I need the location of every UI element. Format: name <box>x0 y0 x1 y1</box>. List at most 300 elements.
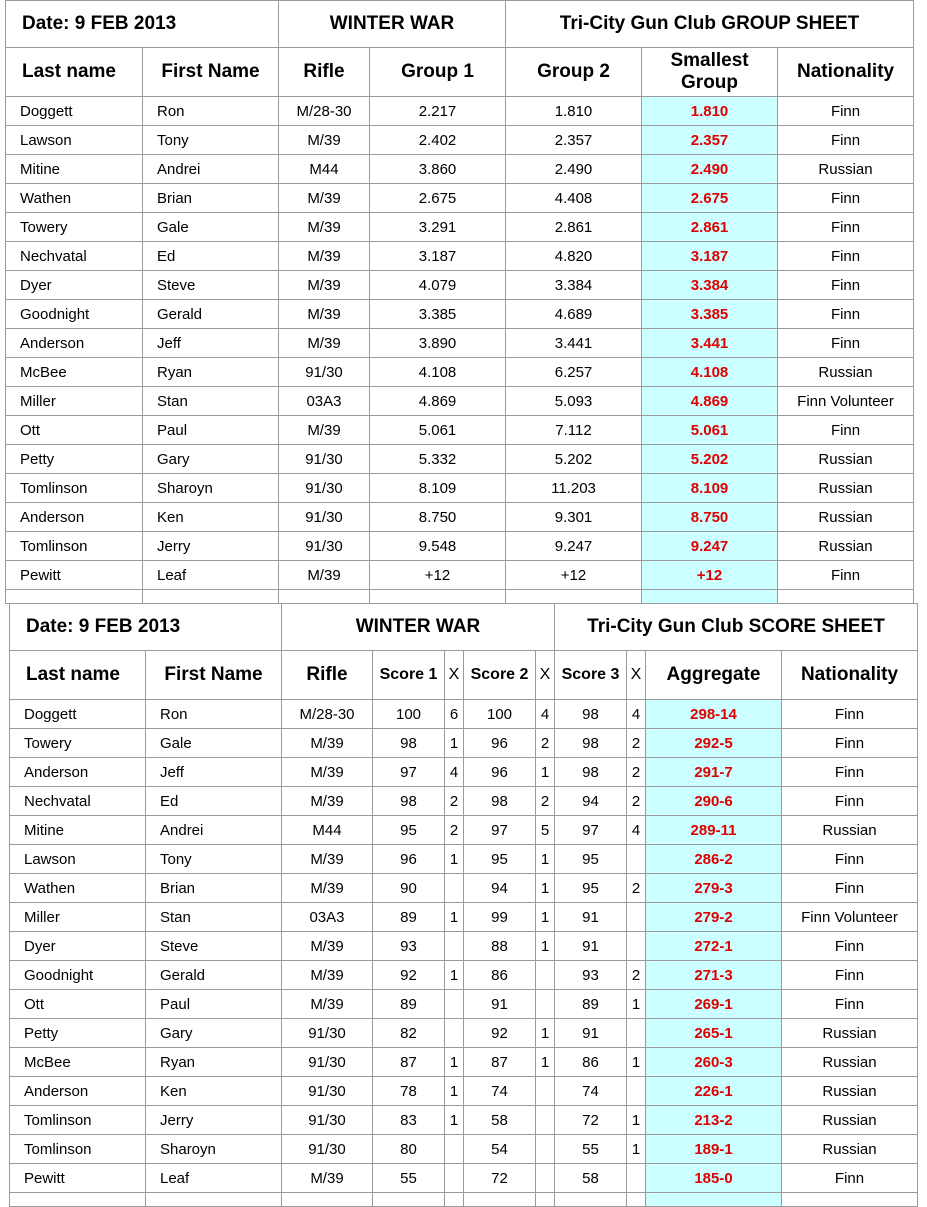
highlight-cell: 2.861 <box>642 213 778 242</box>
table-cell: Gerald <box>143 300 279 329</box>
column-header: Aggregate <box>646 651 782 700</box>
highlight-cell: +12 <box>642 561 778 590</box>
table-cell: 98 <box>555 729 627 758</box>
table-cell: Finn <box>782 932 918 961</box>
table-cell: 90 <box>373 874 445 903</box>
table-cell: Finn Volunteer <box>778 387 914 416</box>
table-cell: 82 <box>373 1019 445 1048</box>
table-cell: 74 <box>555 1077 627 1106</box>
table-cell: Andrei <box>146 816 282 845</box>
table-cell: Jerry <box>146 1106 282 1135</box>
highlight-cell: 3.441 <box>642 329 778 358</box>
table-cell: 3.187 <box>370 242 506 271</box>
table-cell: Finn <box>778 416 914 445</box>
table-cell: Lawson <box>6 126 143 155</box>
column-header: First Name <box>146 651 282 700</box>
table-cell: Steve <box>143 271 279 300</box>
highlight-cell: 2.675 <box>642 184 778 213</box>
table-cell: 83 <box>373 1106 445 1135</box>
table-cell: 1 <box>627 1135 646 1164</box>
table-cell <box>627 1077 646 1106</box>
highlight-cell: 260-3 <box>646 1048 782 1077</box>
table-cell: 88 <box>464 932 536 961</box>
table-cell: 89 <box>555 990 627 1019</box>
column-header: X <box>536 651 555 700</box>
highlight-cell: 279-3 <box>646 874 782 903</box>
highlight-cell: 4.869 <box>642 387 778 416</box>
table-row <box>10 729 918 758</box>
group-sheet-event: WINTER WAR <box>279 1 506 48</box>
table-cell: 5.332 <box>370 445 506 474</box>
table-row <box>10 758 918 787</box>
table-cell: M44 <box>279 155 370 184</box>
score-sheet-event: WINTER WAR <box>282 604 555 651</box>
table-cell: Brian <box>143 184 279 213</box>
table-cell: Finn <box>782 729 918 758</box>
group-sheet-title: Tri-City Gun Club GROUP SHEET <box>506 1 914 48</box>
table-cell: M/28-30 <box>282 700 373 729</box>
table-cell: 4.108 <box>370 358 506 387</box>
highlight-cell: 185-0 <box>646 1164 782 1193</box>
table-cell: M/39 <box>282 932 373 961</box>
table-cell: Finn <box>778 184 914 213</box>
highlight-cell: 292-5 <box>646 729 782 758</box>
column-header: Last name <box>10 651 146 700</box>
score-sheet-title: Tri-City Gun Club SCORE SHEET <box>555 604 918 651</box>
table-cell: 55 <box>373 1164 445 1193</box>
table-cell: Russian <box>782 816 918 845</box>
table-cell: 91/30 <box>282 1077 373 1106</box>
table-cell: Sharoyn <box>143 474 279 503</box>
table-cell: 93 <box>373 932 445 961</box>
table-cell <box>627 1019 646 1048</box>
column-header: Group 1 <box>370 48 506 97</box>
table-cell: 97 <box>555 816 627 845</box>
table-row <box>6 126 914 155</box>
table-cell: Mitine <box>10 816 146 845</box>
table-cell: Finn <box>778 126 914 155</box>
table-cell: 1 <box>445 1106 464 1135</box>
table-cell: Stan <box>146 903 282 932</box>
column-header: Nationality <box>782 651 918 700</box>
table-cell: 94 <box>464 874 536 903</box>
highlight-cell: 298-14 <box>646 700 782 729</box>
table-cell <box>536 1077 555 1106</box>
table-cell <box>536 990 555 1019</box>
table-cell: 3.890 <box>370 329 506 358</box>
table-cell: 95 <box>555 845 627 874</box>
table-cell: M/28-30 <box>279 97 370 126</box>
table-cell: M/39 <box>282 787 373 816</box>
table-cell: 7.112 <box>506 416 642 445</box>
table-cell: 5.061 <box>370 416 506 445</box>
table-cell: 87 <box>464 1048 536 1077</box>
table-cell: +12 <box>506 561 642 590</box>
table-cell: Goodnight <box>10 961 146 990</box>
table-cell: Finn <box>782 990 918 1019</box>
table-cell: M/39 <box>282 729 373 758</box>
table-cell: 97 <box>373 758 445 787</box>
table-cell: 9.548 <box>370 532 506 561</box>
table-cell: M/39 <box>282 845 373 874</box>
table-cell: Finn <box>782 845 918 874</box>
table-cell <box>279 590 370 604</box>
table-cell: 97 <box>464 816 536 845</box>
table-cell: Anderson <box>6 503 143 532</box>
table-cell: Wathen <box>6 184 143 213</box>
table-row <box>10 1135 918 1164</box>
highlight-cell: 8.750 <box>642 503 778 532</box>
table-cell: 95 <box>555 874 627 903</box>
column-header: Rifle <box>282 651 373 700</box>
table-cell <box>370 590 506 604</box>
table-row <box>6 387 914 416</box>
table-cell: 89 <box>373 903 445 932</box>
table-cell: 92 <box>373 961 445 990</box>
table-cell: 100 <box>464 700 536 729</box>
table-cell: 98 <box>373 787 445 816</box>
table-row <box>10 700 918 729</box>
column-header: Last name <box>6 48 143 97</box>
table-row <box>6 300 914 329</box>
table-row <box>6 155 914 184</box>
table-cell <box>445 932 464 961</box>
table-cell: Russian <box>778 358 914 387</box>
table-cell: 91/30 <box>282 1106 373 1135</box>
table-cell: 3.384 <box>506 271 642 300</box>
table-cell: 1 <box>445 1048 464 1077</box>
table-cell: Finn <box>778 561 914 590</box>
table-cell: 8.109 <box>370 474 506 503</box>
table-cell: Tomlinson <box>10 1106 146 1135</box>
table-cell: 3.441 <box>506 329 642 358</box>
table-cell: 9.301 <box>506 503 642 532</box>
table-cell: Finn <box>782 961 918 990</box>
table-row <box>10 845 918 874</box>
table-cell: 3.860 <box>370 155 506 184</box>
table-row <box>10 990 918 1019</box>
table-cell: Ken <box>146 1077 282 1106</box>
highlight-cell: 189-1 <box>646 1135 782 1164</box>
table-cell: Ken <box>143 503 279 532</box>
table-cell: Russian <box>778 503 914 532</box>
table-row <box>6 590 914 604</box>
table-cell: 58 <box>555 1164 627 1193</box>
highlight-cell: 269-1 <box>646 990 782 1019</box>
table-cell: Russian <box>778 474 914 503</box>
table-cell: M/39 <box>279 184 370 213</box>
table-cell: Finn <box>782 787 918 816</box>
table-row <box>6 242 914 271</box>
table-cell: 58 <box>464 1106 536 1135</box>
table-cell: Andrei <box>143 155 279 184</box>
table-cell: Pewitt <box>6 561 143 590</box>
table-cell: Dyer <box>6 271 143 300</box>
table-cell: M/39 <box>282 758 373 787</box>
table-cell: 3.385 <box>370 300 506 329</box>
highlight-cell: 213-2 <box>646 1106 782 1135</box>
highlight-cell: 3.384 <box>642 271 778 300</box>
score-sheet-header-row <box>10 651 918 700</box>
table-cell <box>536 1106 555 1135</box>
table-cell: 1 <box>536 903 555 932</box>
table-cell: 1.810 <box>506 97 642 126</box>
highlight-cell: 265-1 <box>646 1019 782 1048</box>
column-header: Group 2 <box>506 48 642 97</box>
table-row <box>10 1048 918 1077</box>
table-cell <box>445 990 464 1019</box>
highlight-cell: 226-1 <box>646 1077 782 1106</box>
table-cell <box>778 590 914 604</box>
table-cell <box>627 903 646 932</box>
table-cell: 2.490 <box>506 155 642 184</box>
table-cell: Paul <box>143 416 279 445</box>
table-cell: 9.247 <box>506 532 642 561</box>
table-row <box>6 329 914 358</box>
table-cell: Ed <box>146 787 282 816</box>
table-cell: Finn <box>778 242 914 271</box>
highlight-cell: 3.385 <box>642 300 778 329</box>
table-cell: Finn <box>778 271 914 300</box>
table-cell: 96 <box>464 729 536 758</box>
table-cell: M/39 <box>279 329 370 358</box>
score-sheet-table <box>9 603 918 1207</box>
table-cell: Finn Volunteer <box>782 903 918 932</box>
table-cell: Wathen <box>10 874 146 903</box>
table-row <box>10 961 918 990</box>
table-cell: 4 <box>536 700 555 729</box>
table-row <box>6 561 914 590</box>
table-cell: Ott <box>10 990 146 1019</box>
table-cell: 91/30 <box>279 503 370 532</box>
table-cell <box>445 1164 464 1193</box>
table-cell: Miller <box>6 387 143 416</box>
table-cell: M/39 <box>279 561 370 590</box>
table-cell <box>6 590 143 604</box>
column-header: Score 2 <box>464 651 536 700</box>
table-row <box>6 213 914 242</box>
table-cell: 5.202 <box>506 445 642 474</box>
table-cell: Russian <box>782 1135 918 1164</box>
table-cell: 72 <box>555 1106 627 1135</box>
table-cell <box>506 590 642 604</box>
table-cell: 98 <box>373 729 445 758</box>
table-cell: Tomlinson <box>10 1135 146 1164</box>
table-cell: Gary <box>143 445 279 474</box>
highlight-cell: 2.490 <box>642 155 778 184</box>
table-cell: Gary <box>146 1019 282 1048</box>
table-cell: 96 <box>464 758 536 787</box>
table-cell <box>536 961 555 990</box>
table-cell: 100 <box>373 700 445 729</box>
table-cell: 2 <box>627 961 646 990</box>
table-cell: Nechvatal <box>6 242 143 271</box>
table-cell: 98 <box>555 700 627 729</box>
table-row <box>6 474 914 503</box>
table-cell: M/39 <box>279 271 370 300</box>
table-cell: Russian <box>782 1048 918 1077</box>
table-row <box>10 874 918 903</box>
table-cell: 03A3 <box>282 903 373 932</box>
table-cell: 1 <box>536 932 555 961</box>
table-cell: Gale <box>146 729 282 758</box>
table-cell: 1 <box>536 1048 555 1077</box>
table-cell: 4.408 <box>506 184 642 213</box>
table-cell: 2.402 <box>370 126 506 155</box>
group-sheet-title-row <box>6 1 914 48</box>
table-cell <box>445 1019 464 1048</box>
table-cell <box>627 932 646 961</box>
table-cell <box>536 1135 555 1164</box>
table-cell: 4.079 <box>370 271 506 300</box>
table-cell: M/39 <box>279 300 370 329</box>
table-cell: 78 <box>373 1077 445 1106</box>
table-cell: 86 <box>464 961 536 990</box>
table-row <box>10 932 918 961</box>
column-header: Rifle <box>279 48 370 97</box>
table-cell: 94 <box>555 787 627 816</box>
table-cell: Russian <box>778 445 914 474</box>
table-cell: 4 <box>445 758 464 787</box>
table-cell: 1 <box>445 1077 464 1106</box>
column-header: First Name <box>143 48 279 97</box>
table-cell: 5 <box>536 816 555 845</box>
highlight-cell: 8.109 <box>642 474 778 503</box>
table-cell: 80 <box>373 1135 445 1164</box>
table-cell: Ryan <box>146 1048 282 1077</box>
column-header: Smallest Group <box>642 48 778 97</box>
table-cell: 89 <box>373 990 445 1019</box>
table-cell: Anderson <box>10 1077 146 1106</box>
table-cell: Paul <box>146 990 282 1019</box>
table-cell: Russian <box>782 1106 918 1135</box>
table-cell: 2 <box>627 787 646 816</box>
table-cell <box>445 874 464 903</box>
table-cell: Tomlinson <box>6 532 143 561</box>
table-cell: 03A3 <box>279 387 370 416</box>
table-cell: Finn <box>778 300 914 329</box>
table-cell <box>445 1135 464 1164</box>
table-cell: 91 <box>555 1019 627 1048</box>
table-cell: 1 <box>627 1048 646 1077</box>
table-cell: Leaf <box>146 1164 282 1193</box>
table-cell: 2 <box>536 787 555 816</box>
table-cell: 98 <box>464 787 536 816</box>
table-cell: McBee <box>6 358 143 387</box>
column-header: X <box>627 651 646 700</box>
highlight-cell: 5.202 <box>642 445 778 474</box>
table-cell: Steve <box>146 932 282 961</box>
column-header: Nationality <box>778 48 914 97</box>
table-cell: 1 <box>536 758 555 787</box>
table-row <box>10 903 918 932</box>
table-cell: 6 <box>445 700 464 729</box>
highlight-cell: 286-2 <box>646 845 782 874</box>
table-cell: M44 <box>282 816 373 845</box>
table-cell: Petty <box>10 1019 146 1048</box>
highlight-cell: 3.187 <box>642 242 778 271</box>
table-cell: M/39 <box>279 213 370 242</box>
table-cell: 91/30 <box>279 532 370 561</box>
highlight-cell: 272-1 <box>646 932 782 961</box>
group-sheet-date: Date: 9 FEB 2013 <box>6 1 279 48</box>
table-cell: 93 <box>555 961 627 990</box>
table-cell: 2 <box>536 729 555 758</box>
table-cell: Russian <box>782 1077 918 1106</box>
table-cell: Finn <box>782 700 918 729</box>
table-cell <box>536 1164 555 1193</box>
highlight-cell: 290-6 <box>646 787 782 816</box>
table-cell: Ron <box>143 97 279 126</box>
highlight-cell: 289-11 <box>646 816 782 845</box>
table-cell: 1 <box>445 903 464 932</box>
table-cell <box>627 1164 646 1193</box>
column-header: Score 1 <box>373 651 445 700</box>
table-cell: 2.861 <box>506 213 642 242</box>
highlight-cell: 1.810 <box>642 97 778 126</box>
table-cell: 2.357 <box>506 126 642 155</box>
highlight-cell: 271-3 <box>646 961 782 990</box>
table-cell <box>143 590 279 604</box>
table-row <box>6 97 914 126</box>
table-cell: 1 <box>536 845 555 874</box>
table-cell: 4 <box>627 816 646 845</box>
table-cell: Doggett <box>10 700 146 729</box>
highlight-cell: 2.357 <box>642 126 778 155</box>
table-cell: +12 <box>370 561 506 590</box>
table-cell: 72 <box>464 1164 536 1193</box>
table-cell <box>627 845 646 874</box>
table-cell: 91 <box>555 903 627 932</box>
table-row <box>10 1106 918 1135</box>
table-cell: 91/30 <box>282 1135 373 1164</box>
table-cell: M/39 <box>282 961 373 990</box>
group-sheet-table <box>5 0 914 604</box>
table-cell: 91/30 <box>279 474 370 503</box>
table-cell: 91/30 <box>279 445 370 474</box>
table-cell: Finn <box>782 874 918 903</box>
table-cell: 98 <box>555 758 627 787</box>
table-cell: 1 <box>627 990 646 1019</box>
table-cell: Jeff <box>146 758 282 787</box>
table-cell: 99 <box>464 903 536 932</box>
table-cell: McBee <box>10 1048 146 1077</box>
table-cell: Tony <box>143 126 279 155</box>
table-cell: Tony <box>146 845 282 874</box>
table-cell: 2 <box>627 729 646 758</box>
table-cell: Finn <box>778 213 914 242</box>
table-cell: Russian <box>782 1019 918 1048</box>
table-cell: Jeff <box>143 329 279 358</box>
table-cell: Towery <box>10 729 146 758</box>
table-cell: Stan <box>143 387 279 416</box>
table-cell: 87 <box>373 1048 445 1077</box>
table-cell: Dyer <box>10 932 146 961</box>
table-cell: 91 <box>555 932 627 961</box>
table-row <box>10 816 918 845</box>
table-cell: Towery <box>6 213 143 242</box>
table-cell: 2 <box>445 816 464 845</box>
table-cell: 74 <box>464 1077 536 1106</box>
highlight-cell: 5.061 <box>642 416 778 445</box>
table-cell: 2.217 <box>370 97 506 126</box>
group-sheet-body <box>6 97 914 604</box>
table-row <box>6 184 914 213</box>
table-cell: 54 <box>464 1135 536 1164</box>
table-cell: 86 <box>555 1048 627 1077</box>
table-cell: 4.689 <box>506 300 642 329</box>
table-row <box>10 1019 918 1048</box>
